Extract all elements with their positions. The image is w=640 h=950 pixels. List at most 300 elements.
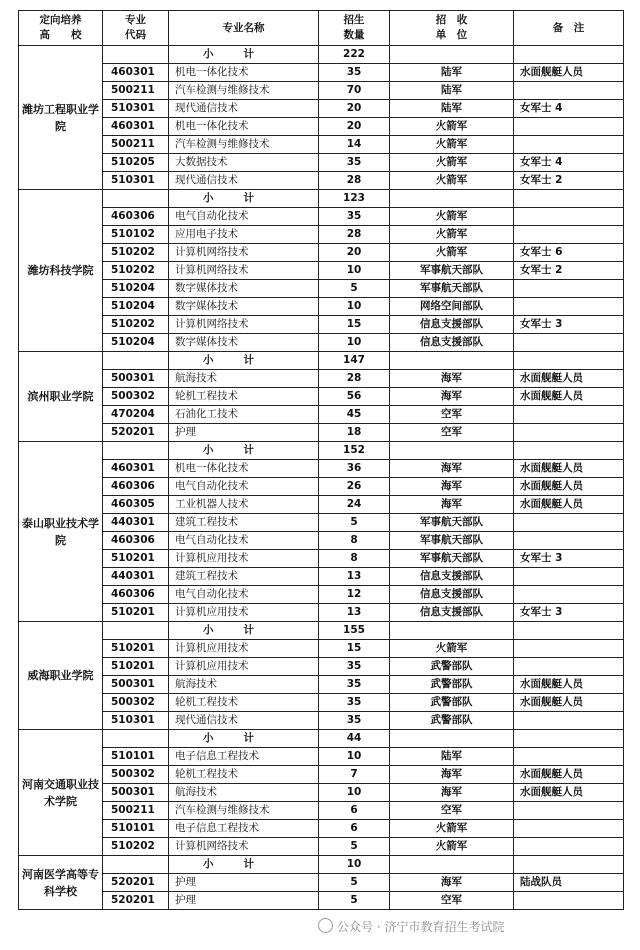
table-row	[19, 64, 624, 82]
remark: 水面舰艇人员	[514, 460, 624, 478]
major-name: 建筑工程技术	[169, 514, 319, 532]
header-note: 备 注	[514, 11, 624, 46]
major-name: 汽车检测与维修技术	[169, 82, 319, 100]
major-name: 电气自动化技术	[169, 532, 319, 550]
subtotal-label: 小计	[169, 730, 319, 748]
recruiting-unit: 空军	[390, 892, 514, 910]
subtotal-unit-cell	[390, 856, 514, 874]
recruiting-unit: 火箭军	[390, 838, 514, 856]
recruiting-unit: 海军	[390, 874, 514, 892]
enroll-count: 35	[319, 208, 390, 226]
major-code: 500211	[103, 82, 169, 100]
subtotal-label: 小计	[169, 190, 319, 208]
watermark	[318, 918, 504, 935]
major-name: 数字媒体技术	[169, 280, 319, 298]
remark: 水面舰艇人员	[514, 766, 624, 784]
major-code: 510202	[103, 316, 169, 334]
remark: 水面舰艇人员	[514, 64, 624, 82]
major-name: 计算机应用技术	[169, 640, 319, 658]
table-row	[19, 820, 624, 838]
subtotal-count: 147	[319, 352, 390, 370]
enroll-count: 35	[319, 154, 390, 172]
school-name: 河南交通职业技术学院	[19, 730, 103, 856]
major-code: 500301	[103, 370, 169, 388]
remark: 女军士 3	[514, 604, 624, 622]
enroll-count: 13	[319, 568, 390, 586]
subtotal-note-cell	[514, 730, 624, 748]
major-code: 510205	[103, 154, 169, 172]
header-unit: 招 收 单 位	[390, 11, 514, 46]
enroll-count: 36	[319, 460, 390, 478]
major-code: 460306	[103, 478, 169, 496]
major-code: 510204	[103, 298, 169, 316]
subtotal-label: 小计	[169, 856, 319, 874]
major-name: 轮机工程技术	[169, 694, 319, 712]
enrollment-table-sheet	[18, 10, 623, 910]
enroll-count: 18	[319, 424, 390, 442]
major-name: 计算机网络技术	[169, 838, 319, 856]
subtotal-code-cell	[103, 730, 169, 748]
recruiting-unit: 信息支援部队	[390, 334, 514, 352]
major-code: 510102	[103, 226, 169, 244]
subtotal-row	[19, 730, 624, 748]
recruiting-unit: 陆军	[390, 100, 514, 118]
subtotal-unit-cell	[390, 352, 514, 370]
remark: 女军士 6	[514, 244, 624, 262]
subtotal-unit-cell	[390, 730, 514, 748]
subtotal-code-cell	[103, 856, 169, 874]
remark: 水面舰艇人员	[514, 496, 624, 514]
recruiting-unit: 火箭军	[390, 820, 514, 838]
remark: 女军士 3	[514, 550, 624, 568]
remark	[514, 208, 624, 226]
remark: 水面舰艇人员	[514, 478, 624, 496]
recruiting-unit: 陆军	[390, 64, 514, 82]
table-row	[19, 478, 624, 496]
major-code: 510301	[103, 100, 169, 118]
remark	[514, 118, 624, 136]
major-name: 电气自动化技术	[169, 208, 319, 226]
subtotal-code-cell	[103, 352, 169, 370]
major-code: 500302	[103, 694, 169, 712]
major-name: 轮机工程技术	[169, 766, 319, 784]
remark	[514, 712, 624, 730]
table-row	[19, 568, 624, 586]
table-row	[19, 586, 624, 604]
table-row	[19, 370, 624, 388]
subtotal-note-cell	[514, 622, 624, 640]
major-code: 510101	[103, 820, 169, 838]
enroll-count: 15	[319, 640, 390, 658]
recruiting-unit: 信息支援部队	[390, 586, 514, 604]
major-code: 510301	[103, 172, 169, 190]
major-code: 440301	[103, 568, 169, 586]
recruiting-unit: 火箭军	[390, 136, 514, 154]
recruiting-unit: 火箭军	[390, 172, 514, 190]
remark	[514, 226, 624, 244]
recruiting-unit: 海军	[390, 766, 514, 784]
major-code: 500211	[103, 136, 169, 154]
table-row	[19, 424, 624, 442]
remark: 水面舰艇人员	[514, 694, 624, 712]
table-row	[19, 226, 624, 244]
remark	[514, 298, 624, 316]
enroll-count: 35	[319, 658, 390, 676]
table-row	[19, 280, 624, 298]
wechat-icon	[318, 918, 333, 933]
major-code: 510201	[103, 550, 169, 568]
table-row	[19, 694, 624, 712]
major-code: 510202	[103, 244, 169, 262]
enroll-count: 7	[319, 766, 390, 784]
recruiting-unit: 军事航天部队	[390, 280, 514, 298]
recruiting-unit: 空军	[390, 406, 514, 424]
table-row	[19, 334, 624, 352]
subtotal-note-cell	[514, 352, 624, 370]
recruiting-unit: 网络空间部队	[390, 298, 514, 316]
enroll-count: 28	[319, 172, 390, 190]
major-code: 510301	[103, 712, 169, 730]
table-row	[19, 532, 624, 550]
major-name: 计算机网络技术	[169, 262, 319, 280]
subtotal-code-cell	[103, 442, 169, 460]
enroll-count: 24	[319, 496, 390, 514]
table-row	[19, 298, 624, 316]
remark	[514, 406, 624, 424]
recruiting-unit: 火箭军	[390, 244, 514, 262]
header-row	[19, 11, 624, 46]
school-name: 泰山职业技术学院	[19, 442, 103, 622]
table-row	[19, 316, 624, 334]
enroll-count: 10	[319, 784, 390, 802]
table-row	[19, 406, 624, 424]
remark	[514, 820, 624, 838]
major-code: 500211	[103, 802, 169, 820]
major-name: 航海技术	[169, 370, 319, 388]
remark: 陆战队员	[514, 874, 624, 892]
enroll-count: 14	[319, 136, 390, 154]
table-row	[19, 604, 624, 622]
enroll-count: 28	[319, 370, 390, 388]
major-name: 现代通信技术	[169, 712, 319, 730]
enroll-count: 10	[319, 334, 390, 352]
table-row	[19, 154, 624, 172]
major-code: 440301	[103, 514, 169, 532]
table-row	[19, 100, 624, 118]
major-code: 520201	[103, 424, 169, 442]
major-code: 510201	[103, 640, 169, 658]
major-name: 机电一体化技术	[169, 64, 319, 82]
subtotal-label: 小计	[169, 442, 319, 460]
table-row	[19, 136, 624, 154]
major-code: 500301	[103, 676, 169, 694]
subtotal-count: 10	[319, 856, 390, 874]
major-code: 460306	[103, 532, 169, 550]
enroll-count: 56	[319, 388, 390, 406]
major-name: 轮机工程技术	[169, 388, 319, 406]
recruiting-unit: 军事航天部队	[390, 262, 514, 280]
major-name: 电子信息工程技术	[169, 820, 319, 838]
recruiting-unit: 陆军	[390, 82, 514, 100]
recruiting-unit: 空军	[390, 802, 514, 820]
remark: 女军士 2	[514, 262, 624, 280]
remark	[514, 892, 624, 910]
subtotal-code-cell	[103, 622, 169, 640]
subtotal-label: 小计	[169, 46, 319, 64]
remark	[514, 586, 624, 604]
school-name: 潍坊科技学院	[19, 190, 103, 352]
table-row	[19, 514, 624, 532]
enroll-count: 5	[319, 892, 390, 910]
recruiting-unit: 武警部队	[390, 658, 514, 676]
enroll-count: 10	[319, 298, 390, 316]
enroll-count: 20	[319, 100, 390, 118]
recruiting-unit: 火箭军	[390, 118, 514, 136]
remark	[514, 838, 624, 856]
major-name: 建筑工程技术	[169, 568, 319, 586]
major-name: 汽车检测与维修技术	[169, 136, 319, 154]
subtotal-row	[19, 46, 624, 64]
subtotal-row	[19, 856, 624, 874]
major-code: 500302	[103, 388, 169, 406]
subtotal-label: 小计	[169, 352, 319, 370]
enroll-count: 5	[319, 838, 390, 856]
school-name: 滨州职业学院	[19, 352, 103, 442]
remark: 水面舰艇人员	[514, 784, 624, 802]
table-row	[19, 802, 624, 820]
major-name: 电子信息工程技术	[169, 748, 319, 766]
enroll-count: 12	[319, 586, 390, 604]
recruiting-unit: 武警部队	[390, 712, 514, 730]
subtotal-note-cell	[514, 46, 624, 64]
remark: 水面舰艇人员	[514, 370, 624, 388]
major-name: 计算机应用技术	[169, 550, 319, 568]
major-code: 510101	[103, 748, 169, 766]
subtotal-note-cell	[514, 190, 624, 208]
major-name: 大数据技术	[169, 154, 319, 172]
major-name: 航海技术	[169, 784, 319, 802]
major-name: 电气自动化技术	[169, 478, 319, 496]
remark: 女军士 2	[514, 172, 624, 190]
remark	[514, 532, 624, 550]
table-row	[19, 244, 624, 262]
table-row	[19, 118, 624, 136]
major-name: 计算机应用技术	[169, 658, 319, 676]
enroll-count: 10	[319, 262, 390, 280]
recruiting-unit: 海军	[390, 370, 514, 388]
subtotal-unit-cell	[390, 46, 514, 64]
major-code: 460306	[103, 586, 169, 604]
enroll-count: 28	[319, 226, 390, 244]
table-row	[19, 208, 624, 226]
major-code: 520201	[103, 892, 169, 910]
major-name: 汽车检测与维修技术	[169, 802, 319, 820]
subtotal-note-cell	[514, 856, 624, 874]
table-row	[19, 838, 624, 856]
major-code: 510202	[103, 838, 169, 856]
table-row	[19, 748, 624, 766]
subtotal-code-cell	[103, 46, 169, 64]
major-code: 520201	[103, 874, 169, 892]
enrollment-table	[18, 10, 624, 910]
major-code: 510202	[103, 262, 169, 280]
subtotal-count: 152	[319, 442, 390, 460]
recruiting-unit: 火箭军	[390, 154, 514, 172]
remark: 水面舰艇人员	[514, 676, 624, 694]
school-name: 威海职业学院	[19, 622, 103, 730]
enroll-count: 35	[319, 64, 390, 82]
table-row	[19, 766, 624, 784]
major-code: 460301	[103, 460, 169, 478]
recruiting-unit: 信息支援部队	[390, 568, 514, 586]
enroll-count: 35	[319, 694, 390, 712]
remark: 女军士 4	[514, 100, 624, 118]
subtotal-count: 123	[319, 190, 390, 208]
header-name: 专业名称	[169, 11, 319, 46]
major-name: 机电一体化技术	[169, 118, 319, 136]
table-row	[19, 892, 624, 910]
table-row	[19, 82, 624, 100]
recruiting-unit: 火箭军	[390, 640, 514, 658]
enroll-count: 26	[319, 478, 390, 496]
school-name: 潍坊工程职业学院	[19, 46, 103, 190]
table-row	[19, 640, 624, 658]
recruiting-unit: 火箭军	[390, 208, 514, 226]
remark	[514, 334, 624, 352]
recruiting-unit: 信息支援部队	[390, 316, 514, 334]
major-name: 护理	[169, 892, 319, 910]
major-name: 计算机网络技术	[169, 244, 319, 262]
major-code: 500302	[103, 766, 169, 784]
remark	[514, 514, 624, 532]
major-code: 500301	[103, 784, 169, 802]
table-row	[19, 550, 624, 568]
table-body	[19, 46, 624, 910]
school-name: 河南医学高等专科学校	[19, 856, 103, 910]
subtotal-label: 小计	[169, 622, 319, 640]
enroll-count: 15	[319, 316, 390, 334]
major-name: 应用电子技术	[169, 226, 319, 244]
enroll-count: 35	[319, 676, 390, 694]
major-code: 470204	[103, 406, 169, 424]
subtotal-row	[19, 352, 624, 370]
major-name: 工业机器人技术	[169, 496, 319, 514]
remark	[514, 748, 624, 766]
major-name: 数字媒体技术	[169, 298, 319, 316]
major-code: 460301	[103, 118, 169, 136]
major-code: 510201	[103, 604, 169, 622]
major-name: 计算机网络技术	[169, 316, 319, 334]
major-name: 石油化工技术	[169, 406, 319, 424]
remark	[514, 82, 624, 100]
major-code: 460305	[103, 496, 169, 514]
recruiting-unit: 军事航天部队	[390, 532, 514, 550]
major-code: 510204	[103, 280, 169, 298]
header-count: 招生 数量	[319, 11, 390, 46]
major-name: 护理	[169, 424, 319, 442]
recruiting-unit: 军事航天部队	[390, 550, 514, 568]
recruiting-unit: 海军	[390, 460, 514, 478]
subtotal-row	[19, 622, 624, 640]
major-name: 计算机应用技术	[169, 604, 319, 622]
recruiting-unit: 海军	[390, 496, 514, 514]
major-name: 机电一体化技术	[169, 460, 319, 478]
enroll-count: 45	[319, 406, 390, 424]
recruiting-unit: 武警部队	[390, 676, 514, 694]
table-row	[19, 874, 624, 892]
table-row	[19, 172, 624, 190]
major-name: 现代通信技术	[169, 172, 319, 190]
major-name: 电气自动化技术	[169, 586, 319, 604]
enroll-count: 70	[319, 82, 390, 100]
major-code: 510204	[103, 334, 169, 352]
subtotal-code-cell	[103, 190, 169, 208]
remark	[514, 658, 624, 676]
enroll-count: 6	[319, 820, 390, 838]
major-name: 现代通信技术	[169, 100, 319, 118]
subtotal-unit-cell	[390, 442, 514, 460]
recruiting-unit: 军事航天部队	[390, 514, 514, 532]
major-name: 护理	[169, 874, 319, 892]
enroll-count: 5	[319, 874, 390, 892]
remark: 女军士 3	[514, 316, 624, 334]
major-name: 航海技术	[169, 676, 319, 694]
remark	[514, 136, 624, 154]
enroll-count: 10	[319, 748, 390, 766]
enroll-count: 8	[319, 532, 390, 550]
header-school: 定向培养 高 校	[19, 11, 103, 46]
major-code: 460301	[103, 64, 169, 82]
recruiting-unit: 陆军	[390, 748, 514, 766]
table-row	[19, 496, 624, 514]
table-row	[19, 460, 624, 478]
subtotal-count: 44	[319, 730, 390, 748]
table-row	[19, 658, 624, 676]
remark	[514, 802, 624, 820]
subtotal-row	[19, 190, 624, 208]
enroll-count: 35	[319, 712, 390, 730]
recruiting-unit: 空军	[390, 424, 514, 442]
recruiting-unit: 海军	[390, 388, 514, 406]
subtotal-row	[19, 442, 624, 460]
remark: 水面舰艇人员	[514, 388, 624, 406]
remark	[514, 424, 624, 442]
enroll-count: 20	[319, 244, 390, 262]
subtotal-count: 222	[319, 46, 390, 64]
recruiting-unit: 海军	[390, 784, 514, 802]
table-row	[19, 676, 624, 694]
enroll-count: 20	[319, 118, 390, 136]
enroll-count: 5	[319, 280, 390, 298]
subtotal-unit-cell	[390, 190, 514, 208]
recruiting-unit: 武警部队	[390, 694, 514, 712]
major-code: 510201	[103, 658, 169, 676]
table-row	[19, 712, 624, 730]
subtotal-unit-cell	[390, 622, 514, 640]
remark: 女军士 4	[514, 154, 624, 172]
enroll-count: 6	[319, 802, 390, 820]
remark	[514, 568, 624, 586]
remark	[514, 640, 624, 658]
table-row	[19, 784, 624, 802]
remark	[514, 280, 624, 298]
subtotal-count: 155	[319, 622, 390, 640]
recruiting-unit: 信息支援部队	[390, 604, 514, 622]
table-row	[19, 262, 624, 280]
table-row	[19, 388, 624, 406]
major-code: 460306	[103, 208, 169, 226]
recruiting-unit: 火箭军	[390, 226, 514, 244]
